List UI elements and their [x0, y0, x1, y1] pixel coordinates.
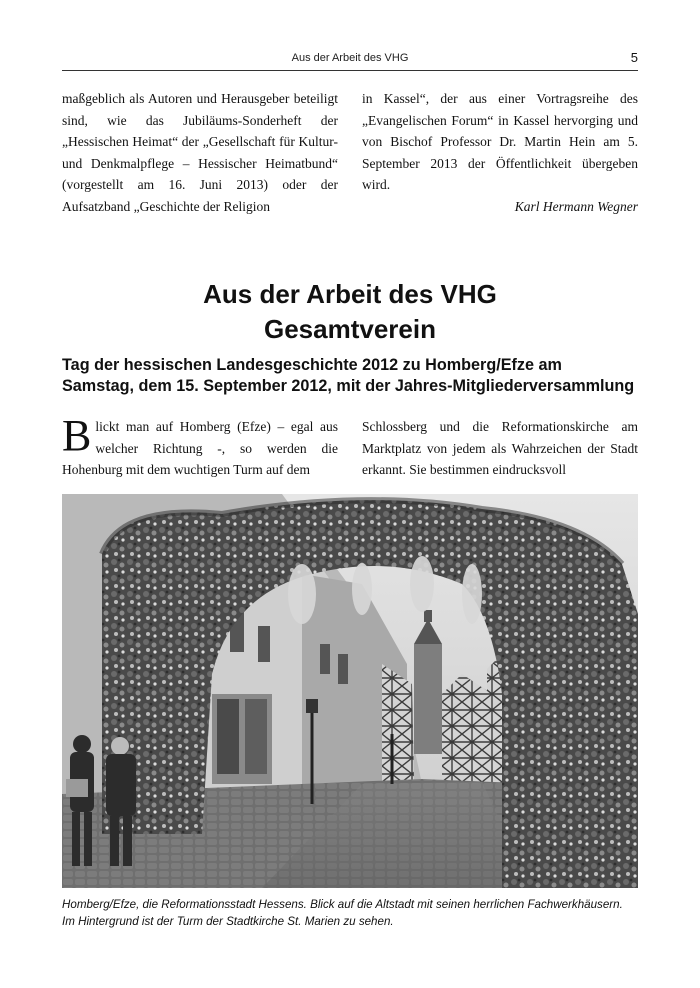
article-subtitle: Tag der hessischen Landesgeschichte 2012 zu Homberg/Efze am Samstag, dem 15. September 2012, mit der Jahres-Mitgliederversammlung — [62, 356, 635, 395]
top-left-column — [62, 88, 338, 218]
top-right-text: in Kassel“, der aus einer Vortragsreihe des „Evangelischen Forum“ in Kassel hervorging und von Bischof Professor Dr. Martin Hein am 5. September 2013 der Öffentlichkeit übergeben wird. — [362, 91, 638, 193]
intro-left-text: lickt man auf Homberg (Efze) – egal aus welcher Richtung -, so werden die Hohenburg mit dem wuchtigen Turm auf dem — [62, 419, 338, 478]
article-title-line1: Aus der Arbeit des VHG — [203, 279, 497, 309]
article-title — [62, 277, 638, 347]
author-signature: Karl Hermann Wegner — [514, 198, 638, 214]
photo-caption: Homberg/Efze, die Reformationsstadt Hessens. Blick auf die Altstadt mit seinen herrlichen Fachwerkhäusern. Im Hintergrund ist der Turm der Stadtkirche St. Marien zu sehen. — [62, 898, 623, 928]
top-right-column — [362, 88, 638, 218]
drop-cap: B — [62, 411, 92, 460]
top-left-text: maßgeblich als Autoren und Herausgeber beteiligt sind, wie das Jubiläums-Sonderheft der „Hessischen Heimat“ der „Gesellschaft für Kultur- und Denkmalpflege – Hessischer Heimatbund“ (vorgestellt am 16. Juni 2013) oder der Aufsatzband „Geschichte der Religion — [62, 91, 338, 214]
running-header — [62, 50, 638, 71]
article-title-line2: Gesamtverein — [264, 314, 436, 344]
homberg-photo — [62, 494, 638, 888]
intro-left-column — [62, 411, 338, 481]
intro-right-column — [362, 416, 638, 481]
page-number: 5 — [630, 50, 638, 65]
running-title: Aus der Arbeit des VHG — [291, 52, 409, 64]
intro-right-text: Schlossberg und die Reformationskirche am Marktplatz von jedem als Wahrzeichen der Stadt erkannt. Sie bestimmen eindrucksvoll — [362, 419, 638, 478]
